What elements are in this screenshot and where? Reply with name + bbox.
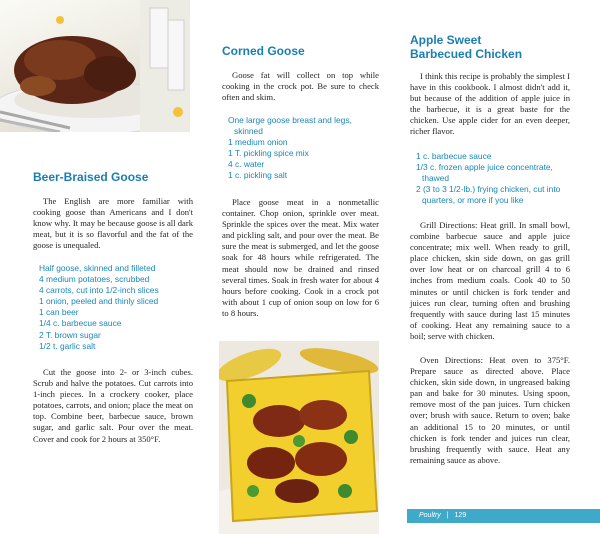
ingredient-item: 1 c. pickling salt	[228, 170, 288, 181]
ingredient-item: 1 T. pickling spice mix	[228, 148, 309, 159]
recipe-intro: Goose fat will collect on top while cooking in the crock pot. Be sure to check often and skim.	[222, 70, 379, 103]
roast-goose-photo	[0, 0, 190, 132]
page-number: 129	[454, 512, 467, 519]
ingredient-item: 4 medium potatoes, scrubbed	[39, 274, 150, 285]
grill-directions: Grill Directions: Heat grill. In small bowl, combine barbecue sauce and apple juice concentrate; mix well. When ready to grill, place chicken, skin side down, on gas grill over low heat or on charcoal grill 4 to 6 inches from medium coals. Cook 40 to 50 minutes or until chicken is fork tender and juices run clear, turning often and brushing frequently with sauce during last 15 minutes of cooking. Heat any remaining sauce to a boil; serve with chicken.	[410, 220, 570, 341]
ingredient-item: 1/2 t. garlic salt	[39, 340, 96, 351]
ingredient-item: Half goose, skinned and filleted	[39, 263, 156, 273]
ingredient-item: 1 can beer	[39, 307, 79, 318]
recipe-title-line-1: Apple Sweet	[410, 33, 482, 47]
ingredient-list	[222, 115, 379, 182]
recipe-intro: The English are more familiar with cooking goose than Americans and I don't know why. It may be because goose is all dark meat, but it is so flavorful and the fat of the goose is unequaled.	[33, 196, 193, 251]
ingredient-item: 2 (3 to 3 1/2-lb.) frying chicken, cut into quarters, or more if you like	[416, 184, 561, 206]
recipe-title: Beer-Braised Goose	[33, 170, 149, 184]
ingredient-item: 4 carrots, cut into 1/2-inch slices	[39, 285, 159, 296]
ingredient-item: One large goose breast and legs, skinned	[228, 115, 352, 137]
footer-section: Poultry	[419, 512, 441, 519]
recipe-title	[410, 33, 570, 61]
ingredient-item: 2 T. brown sugar	[39, 329, 101, 340]
recipe-title-line-2: Barbecued Chicken	[410, 47, 523, 61]
oven-directions: Oven Directions: Heat oven to 375°F. Prepare sauce as directed above. Place chicken, skin side down, in ungreased baking pan and bake for 30 minutes. Using spoon, remove most of the pan juices. Turn chicken over; brush with sauce. Return to oven; bake an additional 15 to 20 minutes, or until chicken is fork tender and juices run clear, brushing frequently with sauce. Heat any remaining sauce as above.	[410, 355, 570, 465]
ingredient-list	[410, 151, 570, 206]
recipe-directions: Cut the goose into 2- or 3-inch cubes. Scrub and halve the potatoes. Cut carrots into 1-inch pieces. In a crockery cooker, place potatoes, carrots, and onion; place the meat on top. Combine beer, barbecue sauce, brown sugar, and garlic salt. Pour over the meat. Cover and cook for 2 hours at 350°F.	[33, 367, 193, 444]
ingredient-item: 4 c. water	[228, 159, 265, 170]
recipe-intro: I think this recipe is probably the simplest I have in this cookbook. I almost didn't add it, but because of the addition of apple juice in the barbecue, it is a great baste for the chicken. Use apple cider for an even deeper, richer flavor.	[410, 71, 570, 137]
ingredient-item: 1 c. barbecue sauce	[416, 151, 492, 161]
ingredient-list	[33, 263, 193, 352]
ingredient-item: 1/3 c. frozen apple juice concentrate, thawed	[416, 162, 553, 184]
barbecued-chicken-photo	[219, 341, 379, 534]
ingredient-item: 1 medium onion	[228, 137, 288, 148]
page-footer	[407, 509, 600, 523]
barbecued-chicken-illustration	[219, 341, 379, 534]
recipe-title: Corned Goose	[222, 44, 305, 58]
roast-goose-illustration	[0, 0, 190, 132]
ingredient-item: 1/4 c. barbecue sauce	[39, 318, 122, 329]
recipe-directions: Place goose meat in a nonmetallic container. Chop onion, sprinkle over meat. Sprinkle the spices over the meat. Mix water and pickling salt, and pour over the meat. Be sure the meat is submerged, and let the goose soak for 48 hours while refrigerated. The meat should now be drained and rinsed several times. Soak in fresh water for about 4 hours before cooking. Cook in a crock pot with about 1 cup of onion soup on low for 6 to 8 hours.	[222, 197, 379, 318]
ingredient-item: 1 onion, peeled and thinly sliced	[39, 296, 159, 307]
footer-separator: |	[446, 512, 449, 519]
